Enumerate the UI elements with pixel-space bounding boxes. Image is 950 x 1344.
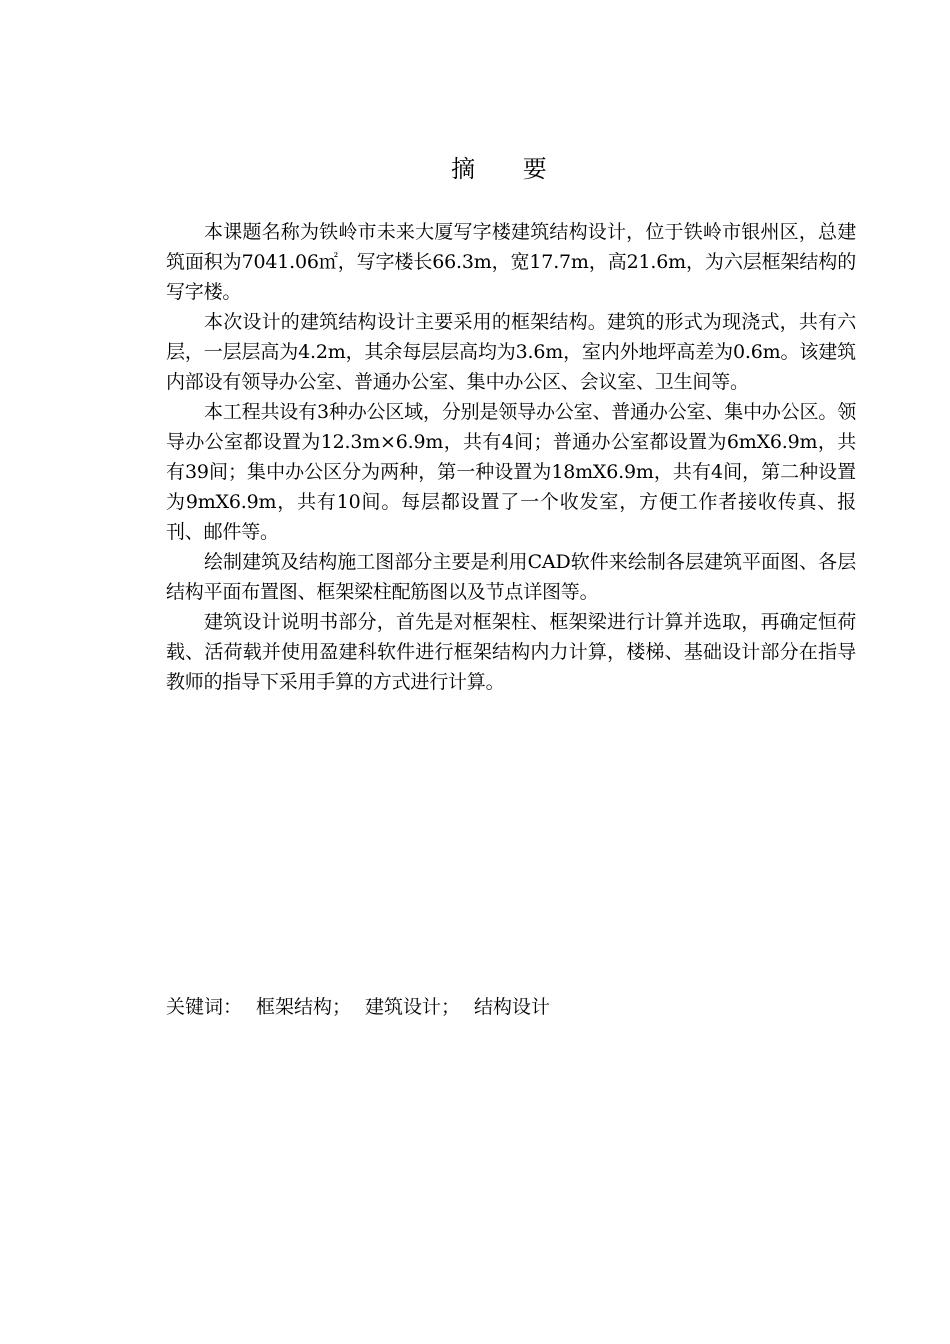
abstract-title: 摘 要 [451,155,567,183]
abstract-paragraph: 本次设计的建筑结构设计主要采用的框架结构。建筑的形式为现浇式，共有六层，一层层高为4.2m，其余每层层高均为3.6m，室内外地坪高差为0.6m。该建筑内部设有领导办公室、普通办公室、集中办公区、会议室、卫生间等。 [166,311,856,393]
abstract-paragraph: 本课题名称为铁岭市未来大厦写字楼建筑结构设计，位于铁岭市银州区，总建筑面积为7041.06㎡，写字楼长66.3m，宽17.7m，高21.6m，为六层框架结构的写字楼。 [166,221,856,303]
keyword-item: 框架结构； [256,996,352,1018]
keyword-item: 结构设计 [474,996,551,1018]
abstract-paragraph: 建筑设计说明书部分，首先是对框架柱、框架梁进行计算并选取，再确定恒荷载、活荷载并使用盈建科软件进行框架结构内力计算，楼梯、基础设计部分在指导教师的指导下采用手算的方式进行计算。 [166,611,856,693]
abstract-body [166,217,856,697]
keywords-line [166,992,856,1022]
abstract-paragraph: 绘制建筑及结构施工图部分主要是利用CAD软件来绘制各层建筑平面图、各层结构平面布置图、框架梁柱配筋图以及节点详图等。 [166,551,856,603]
abstract-paragraph: 本工程共设有3种办公区域，分别是领导办公室、普通办公室、集中办公区。领导办公室都设置为12.3m×6.9m，共有4间；普通办公室都设置为6mX6.9m，共有39间；集中办公区分为两种，第一种设置为18mX6.9m，共有4间，第二种设置为9mX6.9m，共有10间。每层都设置了一个收发室，方便工作者接收传真、报刊、邮件等。 [166,401,856,543]
keyword-item: 建筑设计； [365,996,461,1018]
keywords-label: 关键词： [166,996,243,1018]
